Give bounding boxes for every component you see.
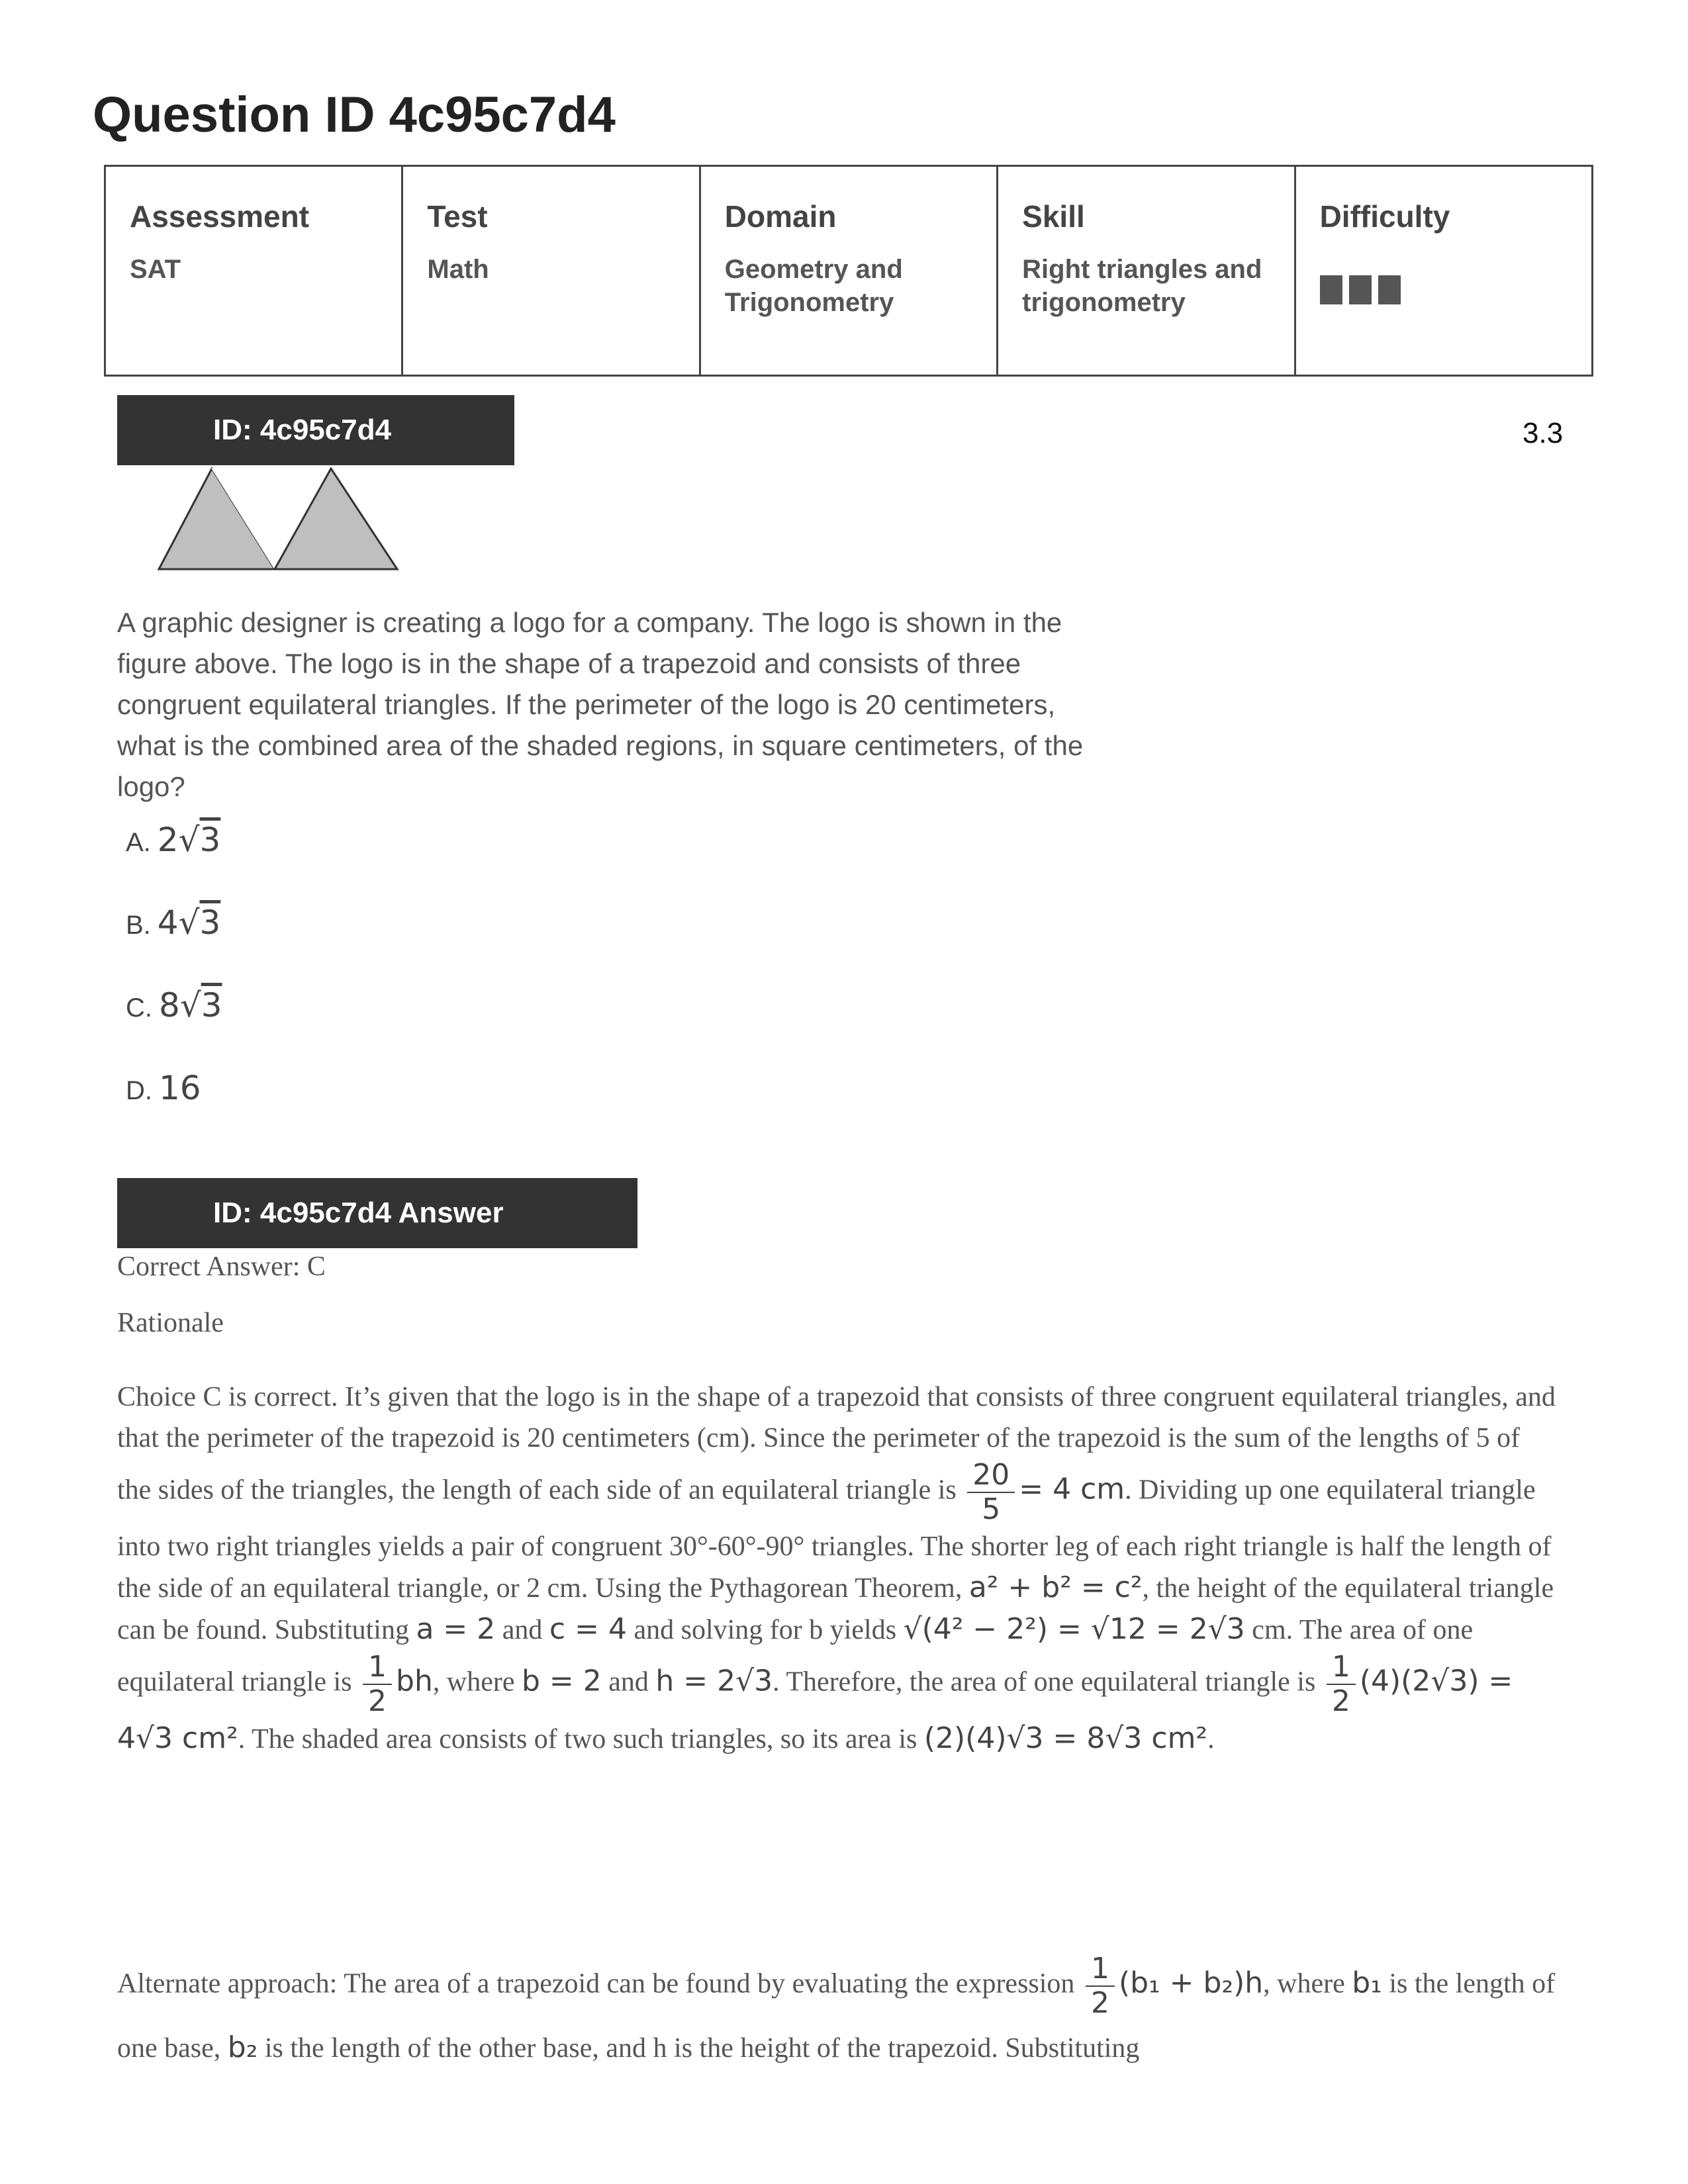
b-equation: b = 2 [521,1664,602,1698]
h-equation: h = 2√3 [655,1664,773,1698]
rationale-text-6: , where [432,1666,515,1698]
meta-value-assessment: SAT [130,255,181,284]
difficulty-bar [1349,275,1372,304]
choice-value: 2√3 [157,821,221,859]
meta-cell-skill [998,166,1295,376]
choice-letter: B. [126,911,151,940]
question-metadata-table [104,165,1593,377]
meta-cell-test [402,166,700,376]
rationale-text-4: and solving for b yields [633,1615,897,1645]
meta-header-assessment: Assessment [130,199,310,234]
alternate-approach [117,1952,1573,2076]
choice-b[interactable] [126,903,220,942]
rationale-text-3: , the height of the equilateral triangle can be found. Substituting [117,1573,1554,1645]
fraction-one-half: $\frac{1}{2}$ [363,1651,392,1718]
alternate-text-1: Alternate approach: The area of a trapezoid can be found by evaluating the expression [117,1968,1075,1999]
b2-symbol: b₂ [227,2030,258,2064]
meta-value-skill: Right triangles and trigonometry [1022,255,1262,317]
fraction-one-half-area: $\frac{1}{2}$ [1327,1651,1356,1718]
meta-cell-domain [700,166,997,376]
difficulty-bar [1378,275,1401,304]
rationale-text-7: . Therefore, the area of one equilateral triangle is [773,1666,1316,1698]
answer-id-banner [117,1178,637,1248]
a-equation: a = 2 [416,1612,496,1646]
question-id-banner [117,395,514,465]
alternate-text-2: , where [1263,1968,1345,1999]
rationale-text-1: Choice C is correct. It’s given that the logo is in the shape of a trapezoid that consists of three congruent equilateral triangles, and that the perimeter of the trapezoid is 20 centimeters (cm). Since the perimeter of the trapezoid is the sum of the lengths of 5 of the sides of the triangles, the length of each side of an equilateral triangle is [117,1382,1556,1506]
rationale-heading: Rationale [117,1308,224,1338]
logo-figure [152,463,404,576]
meta-value-domain: Geometry and Trigonometry [724,255,903,317]
meta-header-difficulty: Difficulty [1319,199,1450,234]
correct-answer: Correct Answer: C [117,1251,326,1282]
choice-a[interactable] [126,821,220,859]
meta-header-domain: Domain [724,199,837,234]
c-equation: c = 4 [549,1612,627,1646]
choice-letter: D. [126,1076,152,1105]
choice-value: 16 [159,1069,201,1107]
rationale-period: . [1207,1724,1215,1754]
bh-term: bh [396,1664,433,1698]
alternate-text-4: is the length of the other base, and h is the height of the trapezoid. Substituting [264,2033,1140,2064]
rationale-body [117,1377,1560,1760]
b1-symbol: b₁ [1352,1966,1382,2000]
choice-c[interactable] [126,986,222,1024]
difficulty-bar [1320,275,1342,304]
fraction-one-half-trapezoid: $\frac{1}{2}$ [1086,1952,1115,2020]
rationale-text-5: cm. The area of one equilateral triangle is [117,1615,1474,1698]
pythagorean-equation: a² + b² = c² [968,1570,1143,1604]
score-value: 3.3 [1523,417,1564,449]
height-radical-expression: √(4² − 2²) = √12 = 2√3 [903,1612,1245,1646]
question-text: A graphic designer is creating a logo for a company. The logo is shown in the figure above. The logo is in the shape of a trapezoid and consists of three congruent equilateral triangles. If the perimeter of the logo is 20 centimeters, what is the combined area of the shaded regions, in square centimeters, of the logo? [117,607,1084,802]
trapezoid-area-expression: (b₁ + b₂)h [1118,1966,1264,2000]
choice-value: 4√3 [157,903,221,942]
rationale-text-2: . Dividing up one equilateral triangle into two right triangles yields a pair of congruent 30°-60°-90° triangles. The shorter leg of each right triangle is half the length of the side of an equilateral triangle, or 2 cm. Using the Pythagorean Theorem, [117,1475,1552,1604]
rationale-and-2: and [608,1666,649,1698]
choice-d[interactable] [126,1069,201,1107]
meta-value-test: Math [427,255,489,284]
page-title: Question ID 4c95c7d4 [93,87,616,143]
side-length-result: = 4 cm [1019,1472,1125,1506]
question-id-label: ID: 4c95c7d4 [213,414,392,446]
answer-id-label: ID: 4c95c7d4 Answer [213,1197,504,1229]
triangle-area-expression: (4)(2√3) = 4√3 cm² [117,1664,1513,1755]
shaded-area-expression: (2)(4)√3 = 8√3 cm² [923,1721,1208,1755]
meta-cell-difficulty [1295,166,1592,376]
difficulty-indicator [1320,275,1568,304]
meta-cell-assessment [105,166,402,376]
choice-letter: C. [126,993,152,1023]
alternate-text-3: is the length of one base, [117,1968,1556,2064]
rationale-and-1: and [502,1615,543,1645]
meta-header-skill: Skill [1022,199,1085,234]
rationale-text-8: . The shaded area consists of two such triangles, so its area is [238,1724,917,1754]
meta-header-test: Test [427,199,488,234]
choice-letter: A. [126,828,151,857]
choice-value: 8√3 [159,986,222,1024]
fraction-20-over-5: $\frac{20}{5}$ [967,1459,1015,1526]
